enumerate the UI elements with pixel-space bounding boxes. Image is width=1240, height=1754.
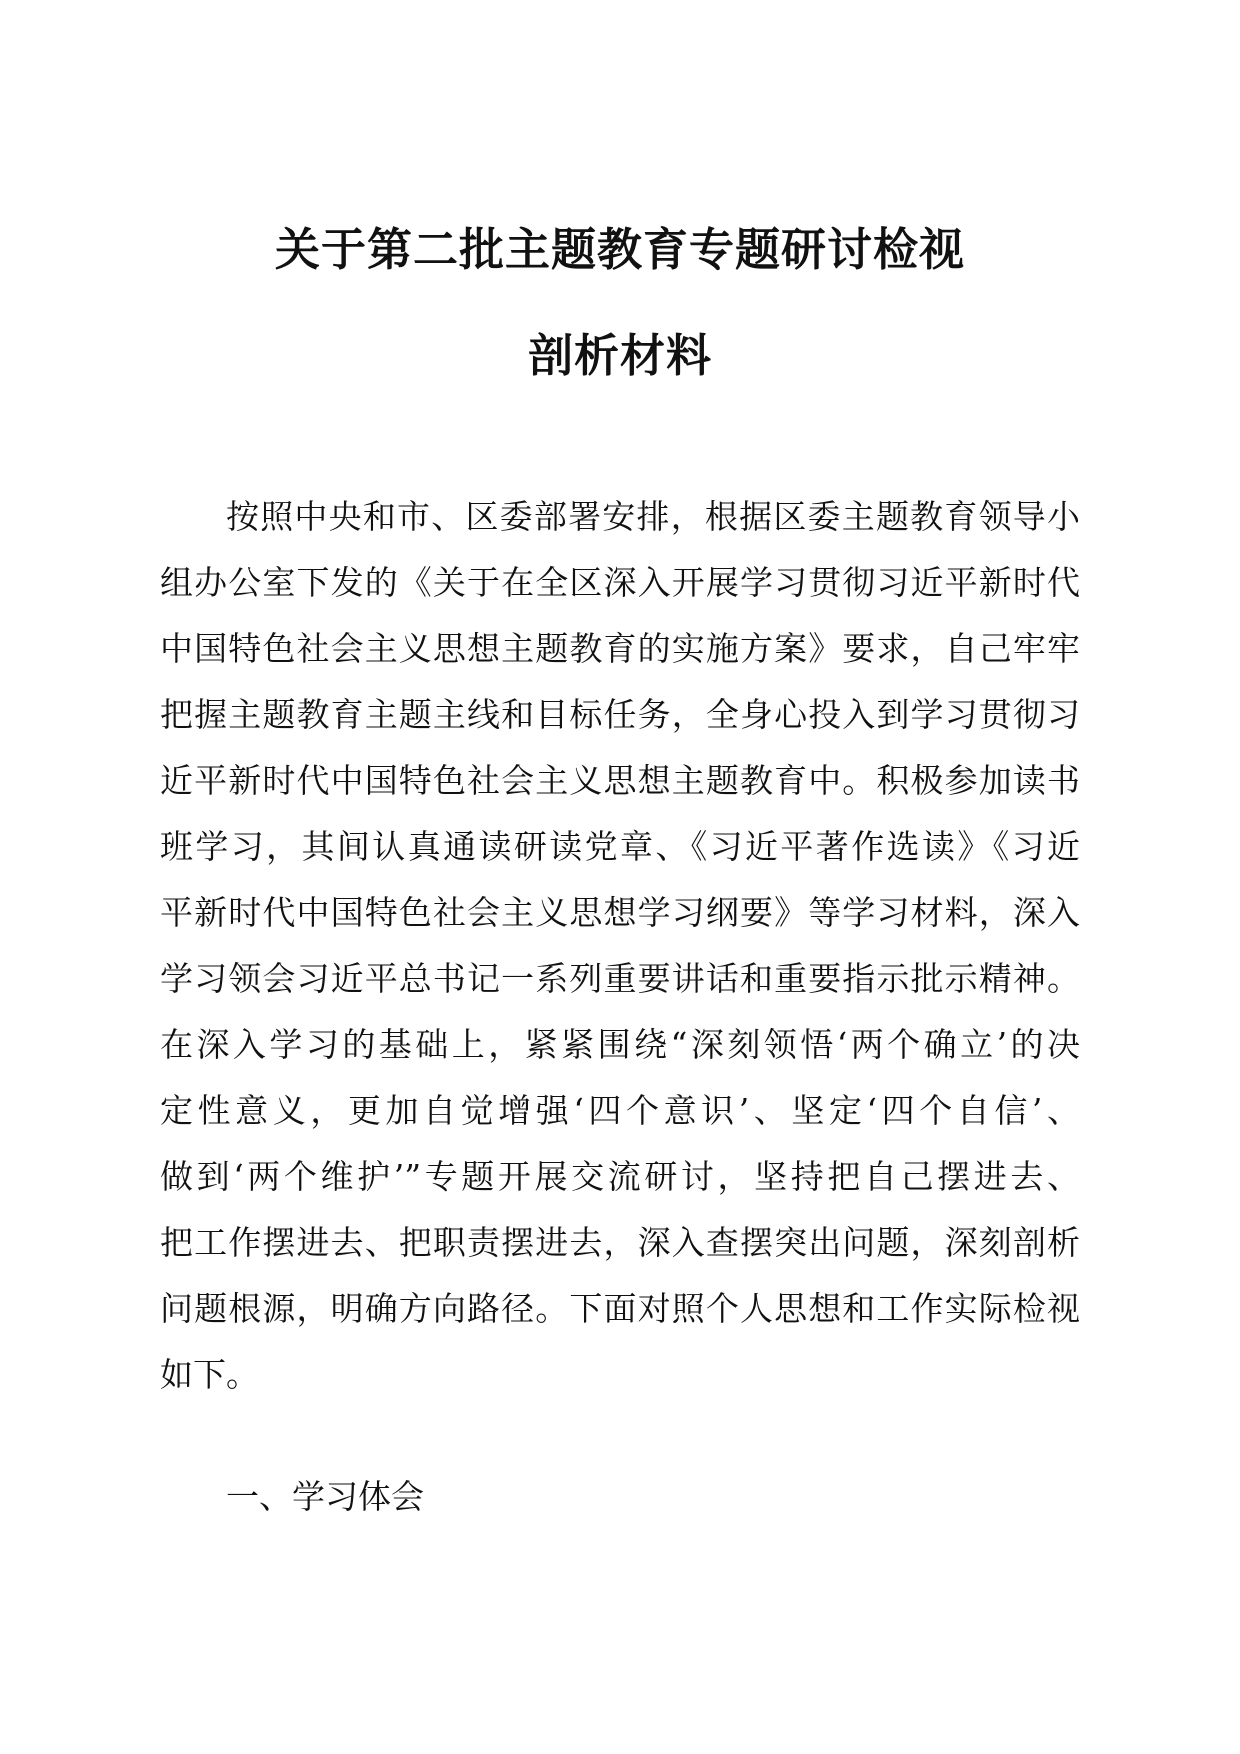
paragraph-line: 学习领会习近平总书记一系列重要讲话和重要指示批示精神。 (160, 959, 1080, 998)
paragraph-line: 如下。 (160, 1355, 259, 1394)
paragraph-line: 做到‘两个维护’”专题开展交流研讨，坚持把自己摆进去、 (160, 1157, 1080, 1196)
paragraph-line: 组办公室下发的《关于在全区深入开展学习贯彻习近平新时代 (160, 563, 1080, 602)
document-title-line-1: 关于第二批主题教育专题研讨检视 (274, 223, 965, 276)
paragraph-line: 问题根源，明确方向路径。下面对照个人思想和工作实际检视 (160, 1289, 1080, 1328)
paragraph-line: 定性意义，更加自觉增强‘四个意识’、坚定‘四个自信’、 (160, 1091, 1080, 1130)
paragraph-line: 平新时代中国特色社会主义思想学习纲要》等学习材料，深入 (160, 893, 1080, 932)
section-heading-1: 一、学习体会 (226, 1477, 424, 1516)
paragraph-line: 班学习，其间认真通读研读党章、《习近平著作选读》《习近 (160, 827, 1080, 866)
paragraph-line: 中国特色社会主义思想主题教育的实施方案》要求，自己牢牢 (160, 629, 1080, 668)
paragraph-line: 近平新时代中国特色社会主义思想主题教育中。积极参加读书 (160, 761, 1080, 800)
document-title-line-2: 剖析材料 (527, 329, 712, 382)
paragraph-line: 按照中央和市、区委部署安排，根据区委主题教育领导小 (226, 497, 1080, 536)
paragraph-line: 把工作摆进去、把职责摆进去，深入查摆突出问题，深刻剖析 (160, 1223, 1080, 1262)
paragraph-line: 在深入学习的基础上，紧紧围绕“深刻领悟‘两个确立’的决 (160, 1025, 1080, 1064)
paragraph-line: 把握主题教育主题主线和目标任务，全身心投入到学习贯彻习 (160, 695, 1080, 734)
